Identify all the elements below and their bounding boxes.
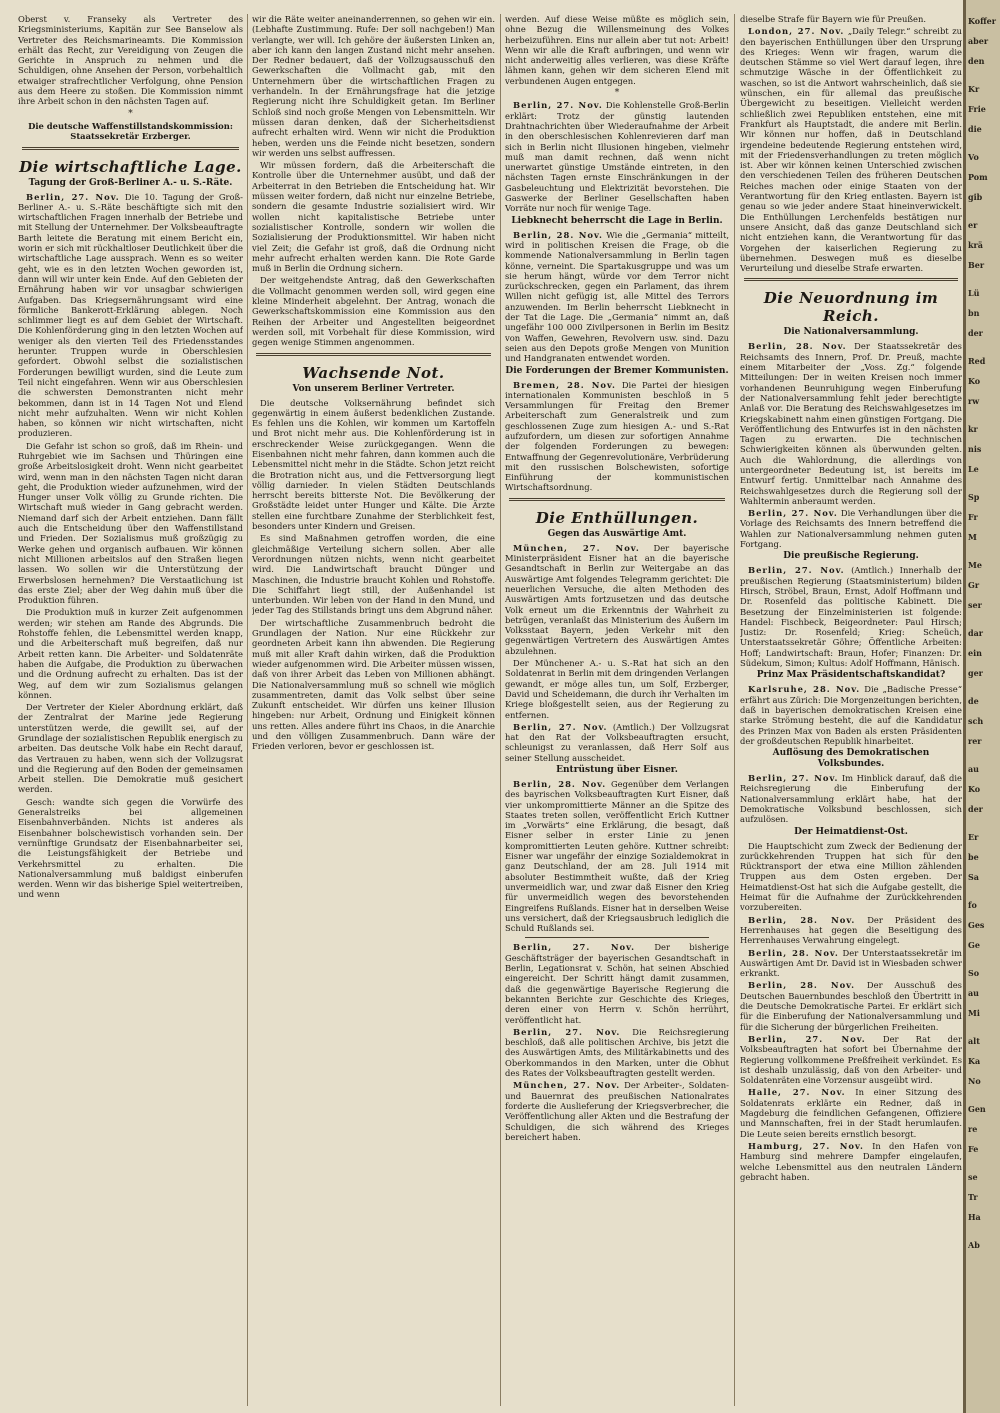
strip-fragment: ein <box>968 648 982 658</box>
dateline: Berlin, 27. Nov. <box>748 565 845 576</box>
article-text: In einer Sitzung des Soldatenrats erklärte ein Redner, daß in Magdeburg die feindlichen Gefangenen, Offiziere und Mannschaften, frei in der Stadt herumlaufen. Die Leute seien bereits ernstlich besorgt. <box>740 1087 962 1139</box>
strip-fragment: Me <box>968 560 982 570</box>
column-2 <box>252 14 495 1406</box>
article-text: Die Produktion muß in kurzer Zeit aufgenommen werden; wir stehen am Rande des Abgrunds. Die Rohstoffe fehlen, die Lebensmittel werden knapp, und die Arbeiterschaft muß begreifen, daß nur Arbeit retten kann. Die Arbeiter- und Soldatenräte haben die Aufgabe, die Produktion zu überwachen und die Ordnung aufrecht zu erhalten. Das ist der Weg, auf dem wir zum Sozialismus gelangen können. <box>18 607 243 700</box>
divider <box>509 498 725 501</box>
strip-fragment: bn <box>968 308 980 318</box>
article-text: In den Hafen von Hamburg sind mehrere Dampfer eingelaufen, welche Lebensmittel aus den neutralen Ländern gebracht haben. <box>740 1140 962 1182</box>
strip-fragment: se <box>968 1172 978 1182</box>
headline: Wachsende Not. <box>302 363 445 382</box>
strip-fragment: Ha <box>968 1212 981 1222</box>
strip-fragment: Kr <box>968 84 980 94</box>
dateline: Berlin, 27. Nov. <box>513 942 636 953</box>
article-text: Der Unterstaatssekretär im Auswärtigen Amt Dr. David ist in Wiesbaden schwer erkrankt. <box>740 947 962 979</box>
strip-fragment: Ab <box>968 1240 980 1250</box>
strip-fragment: So <box>968 968 980 978</box>
subheadline: Tagung der Groß-Berliner A.- u. S.-Räte. <box>28 177 233 188</box>
article-text: Die Reichsregierung beschloß, daß alle politischen Archive, bis jetzt die des Auswärtigen Amts, des Militärkabinetts und des Oberkommandos in den Marken, unter die Obhut des Rates der Volksbeauftragten gestellt werden. <box>505 1026 729 1079</box>
dateline: London, 27. Nov. <box>748 26 845 37</box>
separator-star: * <box>128 108 133 119</box>
headline: Die wirtschaftliche Lage. <box>19 157 242 176</box>
article-text: Die Partei der hiesigen internationalen Kommunisten beschloß in 5 Versammlungen für Freitag den Bremer Arbeiterschaft zum Generalstreik und zum geschlossenen Zuge zum hiesigen A.- und S.-Rat aufzufordern, um diesen zur sofortigen Annahme der folgenden Forderungen zu bewegen: Entwaffnung der Gegenrevolutionäre, Verbrüderung mit den russischen Bolschewisten, sofortige Einführung der kommunistischen Wirtschaftsordnung. <box>505 379 729 493</box>
strip-fragment: den <box>968 56 985 66</box>
dateline: Berlin, 27. Nov. <box>513 1026 621 1037</box>
strip-fragment: fo <box>968 900 977 910</box>
strip-fragment: Ges <box>968 920 985 930</box>
subheadline: Die Nationalversammlung. <box>783 327 919 338</box>
strip-fragment: Red <box>968 356 986 366</box>
strip-fragment: No <box>968 1076 981 1086</box>
column-3 <box>505 14 729 1406</box>
article-text: Der Staatssekretär des Reichsamts des Innern, Prof. Dr. Preuß, machte einem Mitarbeiter der „Voss. Zg.“ folgende Mitteilungen: Der in weiten Kreisen noch immer vorhandenen Beunruhigung wegen Einberufung der Nationalversammlung fehlt jeder berechtigte Anlaß vor. Die Beratung des Reichswahlgesetzes im Kriegskabinett nahm einen günstigen Fortgang. Die Veröffentlichung des Entwurfes ist in den nächsten Tagen zu erwarten. Die technischen Schwierigkeiten können als überwunden gelten. Auch die Wahlordnung, die allerdings von untergeordneter Bedeutung ist, ist bereits im Entwurf fertig. Unmittelbar nach Annahme des Reichswahlgesetzes durch die Regierung soll der Wahltermin anberaumt werden. <box>740 341 962 506</box>
dateline: Berlin, 28. Nov. <box>513 229 603 240</box>
strip-fragment: Fe <box>968 1144 979 1154</box>
article-text: Es sind Maßnahmen getroffen worden, die eine gleichmäßige Verteilung sichern sollen. Aber alle Verordnungen nützen nichts, wenn nicht gearbeitet wird. Die Landwirtschaft braucht Dünger und Maschinen, die Industrie braucht Kohlen und Rohstoffe. Die Schiffahrt liegt still, der Außenhandel ist unterbunden. Wir leben von der Hand in den Mund, und jeder Tag des Stillstands bringt uns dem Abgrund näher. <box>252 533 495 616</box>
dateline: Berlin, 28. Nov. <box>748 947 839 958</box>
dateline: Berlin, 27. Nov. <box>26 191 120 202</box>
article-text: Die deutsche Waffenstillstandskommission: Staatssekretär Erzberger. <box>28 120 233 142</box>
article-text: „Daily Telegr.“ schreibt zu den bayerischen Enthüllungen über den Ursprung des Krieges: Wenn wir fragen, warum die deutschen Stämme so viel Wert darauf legen, ihre schmutzige Wäsche in der Öffentlichkeit zu waschen, so ist die Antwort wahrscheinlich, daß sie wünschen, ein für allemal das preußische Übergewicht zu beseitigen. Vielleicht werden schließlich zwei Republiken entstehen, eine mit Frankfurt als Hauptstadt, die andere mit Berlin. Wir können nur hoffen, daß in Deutschland irgendeine bedeutende Regierung entstehen wird, mit der Friedensverhandlungen zu treten möglich ist. Aber wir können keinen Unterschied zwischen den verschiedenen Teilen des früheren Deutschen Reiches machen oder einige Staaten von der Verantwortung für den Krieg entlasten. Bayern ist genau so wie jeder andere Staat hineinverwickelt. Die Enthüllungen Lerchenfelds bestätigen nur unsere Ansicht, daß das ganze Deutschland sich nicht entziehen kann, die Verantwortung für das Vorgehen der kaiserlichen Regierung zu übernehmen. Deswegen muß es dieselbe Verurteilung und dieselbe Strafe erwarten. <box>740 26 962 274</box>
article-text: Der Münchener A.- u. S.-Rat hat sich an den Soldatenrat in Berlin mit dem dringenden Verlangen gewandt, er möge alles tun, um Solf, Erzberger, David und Scheidemann, die durch ihr Verhalten im Kriege bloßgestellt seien, aus der Regierung zu entfernen. <box>505 658 729 720</box>
column-1 <box>18 14 243 1406</box>
strip-fragment: er <box>968 220 978 230</box>
article-text: Die Verhandlungen über die Vorlage des Reichsamts des Innern betreffend die Wahlen zur Nationalversammlung nehmen guten Fortgang. <box>740 508 962 550</box>
strip-fragment: der <box>968 804 983 814</box>
column-rule <box>500 14 501 1406</box>
article-text: Gesch: wandte sich gegen die Vorwürfe des Generalstreiks bei allgemeinen Eisenbahnverbänden. Nichts ist anderes als Eisenbahner bolschewistisch vorhanden sein. Der vernünftige Grundsatz der Eisenbahnarbeiter sei, die Leistungsfähigkeit der Betriebe und Verkehrsmittel zu erhalten. Die Nationalversammlung muß baldigst einberufen werden. Wenn wir das bisherige Spiel weitertreiben, und wenn <box>18 796 243 900</box>
article-text: Der bayerische Ministerpräsident Eisner hat an die bayerische Gesandtschaft in Berlin zur Weitergabe an das Auswärtige Amt folgendes Telegramm gerichtet: Die neuerlichen Versuche, die alten Methoden des Auswärtigen Amts fortzusetzen und das deutsche Volk erneut um die Erkenntnis der Wahrheit zu betrügen, veranlaßt das Ministerium des Äußern im Volksstaat Bayern, jeden Verkehr mit den gegenwärtigen Vertretern des Auswärtigen Amtes abzulehnen. <box>505 542 729 656</box>
dateline: Berlin, 27. Nov. <box>748 773 839 784</box>
strip-fragment: Ka <box>968 1056 981 1066</box>
dateline: Berlin, 28. Nov. <box>748 341 847 352</box>
subheadline: Die Forderungen der Bremer Kommunisten. <box>505 365 729 376</box>
strip-fragment: Sa <box>968 872 979 882</box>
dateline: Berlin, 28. Nov. <box>748 980 856 991</box>
article-text: werden. Auf diese Weise müßte es möglich sein, ohne Bezug die Willensmeinung des Volkes herbeizuführen. Eins nur allein aber tut not: Arbeit! Wenn wir alle die Kraft aufbringen, und wenn wir nicht anderweitig alles verlieren, was diese Kräfte lähmen kann, gehen wir dem sicheren Elend mit verbundenen Augen entgegen. <box>505 14 729 86</box>
article-text: Der weitgehendste Antrag, daß den Gewerkschaften die Vollmacht genommen werden soll, wird gegen eine kleine Minderheit abgelehnt. Der Antrag, wonach die Gewerkschaftskommission eine Kommission aus den Reihen der Arbeiter und Angestellten beigeordnet werden soll, mit Vorbehalt für diese Kommission, wird gegen wenige Stimmen angenommen. <box>252 275 495 348</box>
strip-fragment: Pom <box>968 172 988 182</box>
article-text: Die Kohlenstelle Groß-Berlin erklärt: Trotz der günstig lautenden Drahtnachrichten über Wiederaufnahme der Arbeit in den oberschlesischen Kohlenrevieren darf man sich in Berlin nicht Illusionen hingeben, vielmehr muß man damit rechnen, daß wenn nicht unerwartet günstige Umstände eintreten, in den nächsten Tagen ernste Einschränkungen in der Gasbeleuchtung und Elektrizität bevorstehen. Die Gaswerke der Berliner Gesellschaften haben Vorräte nur noch für wenige Tage. <box>505 100 729 214</box>
subheadline: Auflösung des Demokratischen Volksbundes. <box>772 748 930 770</box>
separator-star: * <box>614 88 620 99</box>
strip-fragment: Gen <box>968 1104 986 1114</box>
strip-fragment: ser <box>968 600 982 610</box>
strip-fragment: sch <box>968 716 984 726</box>
strip-fragment: nis <box>968 444 982 454</box>
dateline: Berlin, 28. Nov. <box>513 779 607 789</box>
strip-fragment: Sp <box>968 492 980 502</box>
strip-fragment: de <box>968 696 979 706</box>
divider <box>256 353 491 356</box>
strip-fragment: aber <box>968 36 989 46</box>
column-rule <box>734 14 735 1406</box>
strip-fragment: Lü <box>968 288 980 298</box>
article-text: dieselbe Strafe für Bayern wie für Preußen. <box>740 14 927 24</box>
strip-fragment: Frie <box>968 104 986 114</box>
strip-fragment: krä <box>968 240 983 250</box>
strip-fragment: dar <box>968 628 983 638</box>
strip-fragment: Er <box>968 832 979 842</box>
strip-fragment: Gr <box>968 580 980 590</box>
subheadline: Gegen das Auswärtige Amt. <box>547 528 687 539</box>
strip-fragment: re <box>968 1124 978 1134</box>
strip-fragment: au <box>968 988 979 998</box>
article-text: Die 10. Tagung der Groß-Berliner A.- u. S.-Räte beschäftigte sich mit den wirtschaftlichen Fragen innerhalb der Betriebe und mit Stellung der Unternehmer. Der Volksbeauftragte Barth leitete die Beratung mit einem Bericht ein, worin er sich mit rückhaltloser Deutlichkeit über die wirtschaftliche Lage aussprach. Wenn es so weiter geht, wie es in den letzten Wochen geworden ist, dann will wir unter kein Ende. Auf den Gebieten der Ernährung haben wir vor unsagbar schwierigen Aufgaben. Das Kriegsernährungsamt wird eine förmliche Bankerott-Erklärung ablegen. Noch schlimmer liegt es auf dem Gebiet der Wirtschaft. Die Kohlenförderung ging in den letzten Wochen auf weniger als den vierten Teil des Friedensstandes herunter. Truppen wurde in Oberschlesien gefordert. Obwohl selbst die sozialistischen Forderungen bewilligt wurden, sind die Leute zum Teil nicht eingefahren. Wenn wir aus Oberschlesien die schwersten Demonstranten nicht mehr bekommen, dann ist in 14 Tagen Not und Elend nicht mehr aufzuhalten. Wenn wir nicht Kohlen haben, so können wir nicht wirtschaften, nicht produzieren. <box>18 191 243 439</box>
column-rule <box>247 14 248 1406</box>
subheadline: Liebknecht beherrscht die Lage in Berlin. <box>511 215 723 226</box>
dateline: Berlin, 27. Nov. <box>748 508 838 519</box>
dateline: München, 27. Nov. <box>513 542 640 553</box>
dateline: Halle, 27. Nov. <box>748 1087 846 1098</box>
adjacent-page-strip <box>963 0 1000 1413</box>
strip-fragment: Mi <box>968 1008 980 1018</box>
strip-fragment: alt <box>968 1036 980 1046</box>
strip-fragment: kr <box>968 424 978 434</box>
subheadline: Prinz Max Präsidentschaftskandidat? <box>756 670 946 681</box>
dateline: Berlin, 27. Nov. <box>748 1033 866 1044</box>
subheadline: Entrüstung über Eisner. <box>556 765 678 775</box>
dateline: Berlin, 27. Nov. <box>513 721 608 732</box>
article-text: Die deutsche Volksernährung befindet sich gegenwärtig in einem äußerst bedenklichen Zustande. Es fehlen uns die Kohlen, wir kommen um Kartoffeln und Brot nicht mehr aus. Die Kohlenförderung ist in erschreckender Weise zurückgegangen. Wenn die Eisenbahnen nicht mehr fahren, dann kommen auch die Lebensmittel nicht mehr in die Städte. Schon jetzt reicht die Brotration nicht aus, und die Fettversorgung liegt völlig darnieder. In vielen Städten Deutschlands herrscht bereits bitterste Not. Die Bevölkerung der Großstädte leidet unter Hunger und Kälte. Die Ärzte stellen eine furchtbare Zunahme der Sterblichkeit fest, besonders unter Kindern und Greisen. <box>252 397 495 532</box>
strip-fragment: Ko <box>968 376 981 386</box>
subheadline: Der Heimatdienst-Ost. <box>794 826 908 837</box>
strip-fragment: gib <box>968 192 983 202</box>
article-text: Der Vertreter der Kieler Abordnung erklärt, daß der Zentralrat der Marine jede Regierung unterstützen werde, die gewillt sei, auf der Grundlage der sozialistischen Republik energisch zu arbeiten. Das deutsche Volk habe ein Recht darauf, das Vertrauen zu haben, wenn sich der Vollzugsrat und die Regierung auf den Boden der gemeinsamen Arbeit stellen. Die Demokratie muß gesichert werden. <box>18 702 243 795</box>
dateline: Hamburg, 27. Nov. <box>748 1140 864 1151</box>
dateline: Berlin, 27. Nov. <box>513 100 603 111</box>
article-text: Der Rat der Volksbeauftragten hat sofort bei Übernahme der Regierung vollkommene Preßfreiheit verkündet. Es ist deshalb unzulässig, daß von den Arbeiter- und Soldatenräten eine Vorzensur ausgeübt wird. <box>740 1033 962 1086</box>
article-text: Der Ausschuß des Deutschen Bauernbundes beschloß den Übertritt in die Deutsche Demokratische Partei. Er erklärt sich für die Einberufung der Nationalversammlung und für die Sicherung der bürgerlichen Freiheiten. <box>740 980 962 1032</box>
strip-fragment: Koffer <box>968 16 996 26</box>
article-text: Die Hauptschicht zum Zweck der Bedienung der zurückkehrenden Truppen hat sich für den Rücktransport der etwa eine Million zählenden Truppen aus dem Osten ergeben. Der Heimatdienst-Ost hat sich die Aufgabe gestellt, die Heimat für die Aufnahme der Zurückkehrenden vorzubereiten. <box>740 840 962 913</box>
article-text: (Amtlich.) Der Vollzugsrat hat den Rat der Volksbeauftragten ersucht, schleunigst zu veranlassen, daß Herr Solf aus seiner Stellung ausscheidet. <box>505 721 729 763</box>
article-text: (Amtlich.) Innerhalb der preußischen Regierung (Staatsministerium) bilden Hirsch, Ströbel, Braun, Ernst, Adolf Hoffmann und Dr. Rosenfeld das politische Kabinett. Die Besetzung der Einzelministerien ist folgende: Handel: Fischbeck, Beigeordneter: Paul Hirsch; Justiz: Dr. Rosenfeld; Krieg: Scheüch, Unterstaatssekretär Göhre; Öffentliche Arbeiten: Hoff; Landwirtschaft: Braun, Hofer; Finanzen: Dr. Südekum, Simon; Kultus: Adolf Hoffmann, Hänisch. <box>740 565 962 669</box>
dateline: Bremen, 28. Nov. <box>513 379 616 390</box>
article-text: Der wirtschaftliche Zusammenbruch bedroht die Grundlagen der Nation. Nur eine Rückkehr zur geordneten Arbeit kann ihn abwenden. Die Regierung muß mit aller Kraft dahin wirken, daß die Produktion wieder aufgenommen wird. Die Arbeiter müssen wissen, daß von ihrer Arbeit das Leben von Millionen abhängt. Die Nationalversammlung muß so schnell wie möglich zusammentreten, damit das Volk selbst über seine Zukunft entscheidet. Wir dürfen uns keiner Illusion hingeben: nur Arbeit, Ordnung und Einigkeit können uns retten. Alles andere führt ins Chaos, in die Anarchie und den völligen Zusammenbruch. Dann wäre der Frieden verloren, bevor er geschlossen ist. <box>252 617 495 752</box>
divider <box>22 147 239 150</box>
headline: Die Enthüllungen. <box>535 508 699 527</box>
article-text: Wir müssen fordern, daß die Arbeiterschaft die Kontrolle über die Unternehmer ausübt, und daß der Arbeiterrat in den Betrieben die Entscheidung hat. Wir müssen weiter fordern, daß nicht nur einzelne Betriebe, sondern die gesamte Industrie sozialisiert wird. Wir wollen nicht kapitalistische Betriebe unter sozialistischer Kontrolle, sondern wir wollen die Sozialisierung der Produktionsmittel. Wir haben nicht viel Zeit; die Gefahr ist groß, daß die Ordnung nicht mehr aufrecht erhalten werden kann. Die Rote Garde muß in Berlin die Ordnung sichern. <box>252 160 495 274</box>
dateline: Berlin, 28. Nov. <box>748 914 856 925</box>
strip-fragment: au <box>968 764 979 774</box>
strip-fragment: rer <box>968 736 982 746</box>
divider <box>525 937 709 938</box>
article-text: wir die Räte weiter aneinanderrennen, so gehen wir ein. (Lebhafte Zustimmung. Rufe: Der soll nachgeben!) Man verlangte, wer will. Ich gehöre der äußersten Linken an, aber ich kann den langen Zustand nicht mehr ansehen. Der Redner bedauert, daß der Vollzugsausschuß den Gewerkschaften die Vollmacht gab, mit den Unternehmern über die wirtschaftlichen Fragen zu verhandeln. In der Ernährungsfrage hat die jetzige Regierung nicht ihre Schuldigkeit getan. Im Berliner Schloß sind noch große Mengen von Lebensmitteln. Wir müssen daran denken, daß der Sicherheitsdienst aufrecht erhalten wird. Wenn wir nicht die Produktion heben, werden uns die Feinde nicht besetzen, sondern wir werden uns selbst auffressen. <box>252 14 495 158</box>
column-4 <box>740 14 962 1406</box>
article-text: Gegenüber dem Verlangen des bayrischen Volksbeauftragten Kurt Eisner, daß vier unkompromittierte Männer an die Spitze des Staates treten sollen, veröffentlicht Erich Kuttner im „Vorwärts“ eine Erklärung, die besagt, daß Eisner selber in erster Linie zu jenen kompromittierten Leuten gehöre. Kuttner schreibt: Eisner war ungefähr der einzige Sozialdemokrat in ganz Deutschland, der am 28. Juli 1914 mit absoluter Bestimmtheit wußte, daß der Krieg unvermeidlich war, und zwar daß Eisner den Krieg für unvermeidlich wegen des bevorstehenden Eingreifens Rußlands. Eisner hat in derselben Weise uns versichert, daß der Kriegsausbruch lediglich die Schuld Rußlands sei. <box>505 779 729 934</box>
dateline: München, 27. Nov. <box>513 1080 621 1091</box>
strip-fragment: Ber <box>968 260 985 270</box>
dateline: Karlsruhe, 28. Nov. <box>748 684 861 695</box>
strip-fragment: be <box>968 852 979 862</box>
strip-fragment: rw <box>968 396 980 406</box>
article-text: Der Arbeiter-, Soldaten- und Bauernrat des preußischen Nationalrates forderte die Auslieferung der Kriegsverbrecher, die Veröffentlichung aller Akten und die Bestrafung der Schuldigen, die sich während des Krieges bereichert haben. <box>505 1080 729 1142</box>
article-text: Im Hinblick darauf, daß die Reichsregierung die Einberufung der Nationalversammlung erklärt habe, hat der Demokratische Volksbund beschlossen, sich aufzulösen. <box>740 773 962 825</box>
article-text: Der bisherige Geschäftsträger der bayerischen Gesandtschaft in Berlin, Legationsrat v. Schön, hat seinen Abschied eingereicht. Der Schritt hängt damit zusammen, daß die gegenwärtige Bayerische Regierung die bekannten Berichte zur Geschichte des Krieges, deren einer von Herrn v. Schön herrührt, veröffentlicht hat. <box>505 942 729 1025</box>
subheadline: Die preußische Regierung. <box>783 551 919 562</box>
article-text: Oberst v. Franseky als Vertreter des Kriegsministeriums, Kapitän zur See Banselow als Vertreter des Reichsmarineamts. Die Kommission erhält das Recht, zur Vereidigung von Zeugen die Gerichte in Anspruch zu nehmen und die Schuldigen, ohne Ansehen der Person, vorbehaltlich etwaiger strafrechtlicher Verfolgung, ohne Pension aus dem Heere zu stoßen. Die Kommission nimmt ihre Arbeit schon in den nächsten Tagen auf. <box>18 14 243 107</box>
strip-fragment: Le <box>968 464 979 474</box>
strip-fragment: Vo <box>968 152 979 162</box>
strip-fragment: ger <box>968 668 983 678</box>
subheadline: Von unserem Berliner Vertreter. <box>292 383 455 394</box>
divider <box>744 278 958 281</box>
strip-fragment: Ge <box>968 940 980 950</box>
strip-fragment: die <box>968 124 982 134</box>
article-text: Die Gefahr ist schon so groß, daß im Rhein- und Ruhrgebiet wie im Sachsen und Thüringen eine große Arbeitslosigkeit droht. Wenn nicht gearbeitet wird, wenn man in den nächsten Tagen nicht daran geht, die Produktion wieder aufzunehmen, wird der Hunger unser Volk völlig zu Grunde richten. Die Wirtschaft muß wieder in Gang gebracht werden. Niemand darf sich der Arbeit entziehen. Dann fällt auch die Entscheidung über den Waffenstillstand und Frieden. Der Sozialismus muß großzügig zu Werke gehen und organisch aufbauen. Wir können nicht Millionen arbeitslos auf den Straßen liegen lassen. Wo sollen wir die Unterstützung der Erwerbslosen hernehmen? Die Verstaatlichung ist das erste Ziel; aber der Weg dahin muß über die Produktion führen. <box>18 440 243 606</box>
strip-fragment: der <box>968 328 983 338</box>
article-text: Die „Badische Presse“ erfährt aus Zürich: Die Morgenzeitungen berichten, daß in bayerischen demokratischen Kreisen eine starke Strömung besteht, die auf die Kandidatur des Prinzen Max von Baden als ersten Präsidenten der großdeutschen Republik hinarbeitet. <box>740 684 962 746</box>
strip-fragment: Ko <box>968 784 981 794</box>
headline: Die Neuordnung im Reich. <box>763 289 939 326</box>
article-text: Wie die „Germania“ mitteilt, wird in politischen Kreisen die Frage, ob die kommende Nationalversammlung in Berlin tagen könne, verneint. Die Spartakusgruppe und was um sie herum hängt, würde vor dem Terror nicht zurückschrecken, gegen ein Parlament, das ihrem Willen nicht gefügig ist, alle Mittel des Terrors anzuwenden. Im Berlin beherrscht Liebknecht in der Tat die Lage. Die „Germania“ nimmt an, daß ungefähr 100 000 Zivilpersonen in Berlin im Besitz von Waffen, Gewehren, Revolvern usw. sind. Dazu seien aus den Depots große Mengen von Munition und Handgranaten entwendet worden. <box>505 229 729 364</box>
strip-fragment: Tr <box>968 1192 978 1202</box>
article-text: Der Präsident des Herrenhauses hat gegen die Beseitigung des Herrenhauses Verwahrung eingelegt. <box>740 914 962 946</box>
strip-fragment: M <box>968 532 977 542</box>
strip-fragment: Fr <box>968 512 978 522</box>
